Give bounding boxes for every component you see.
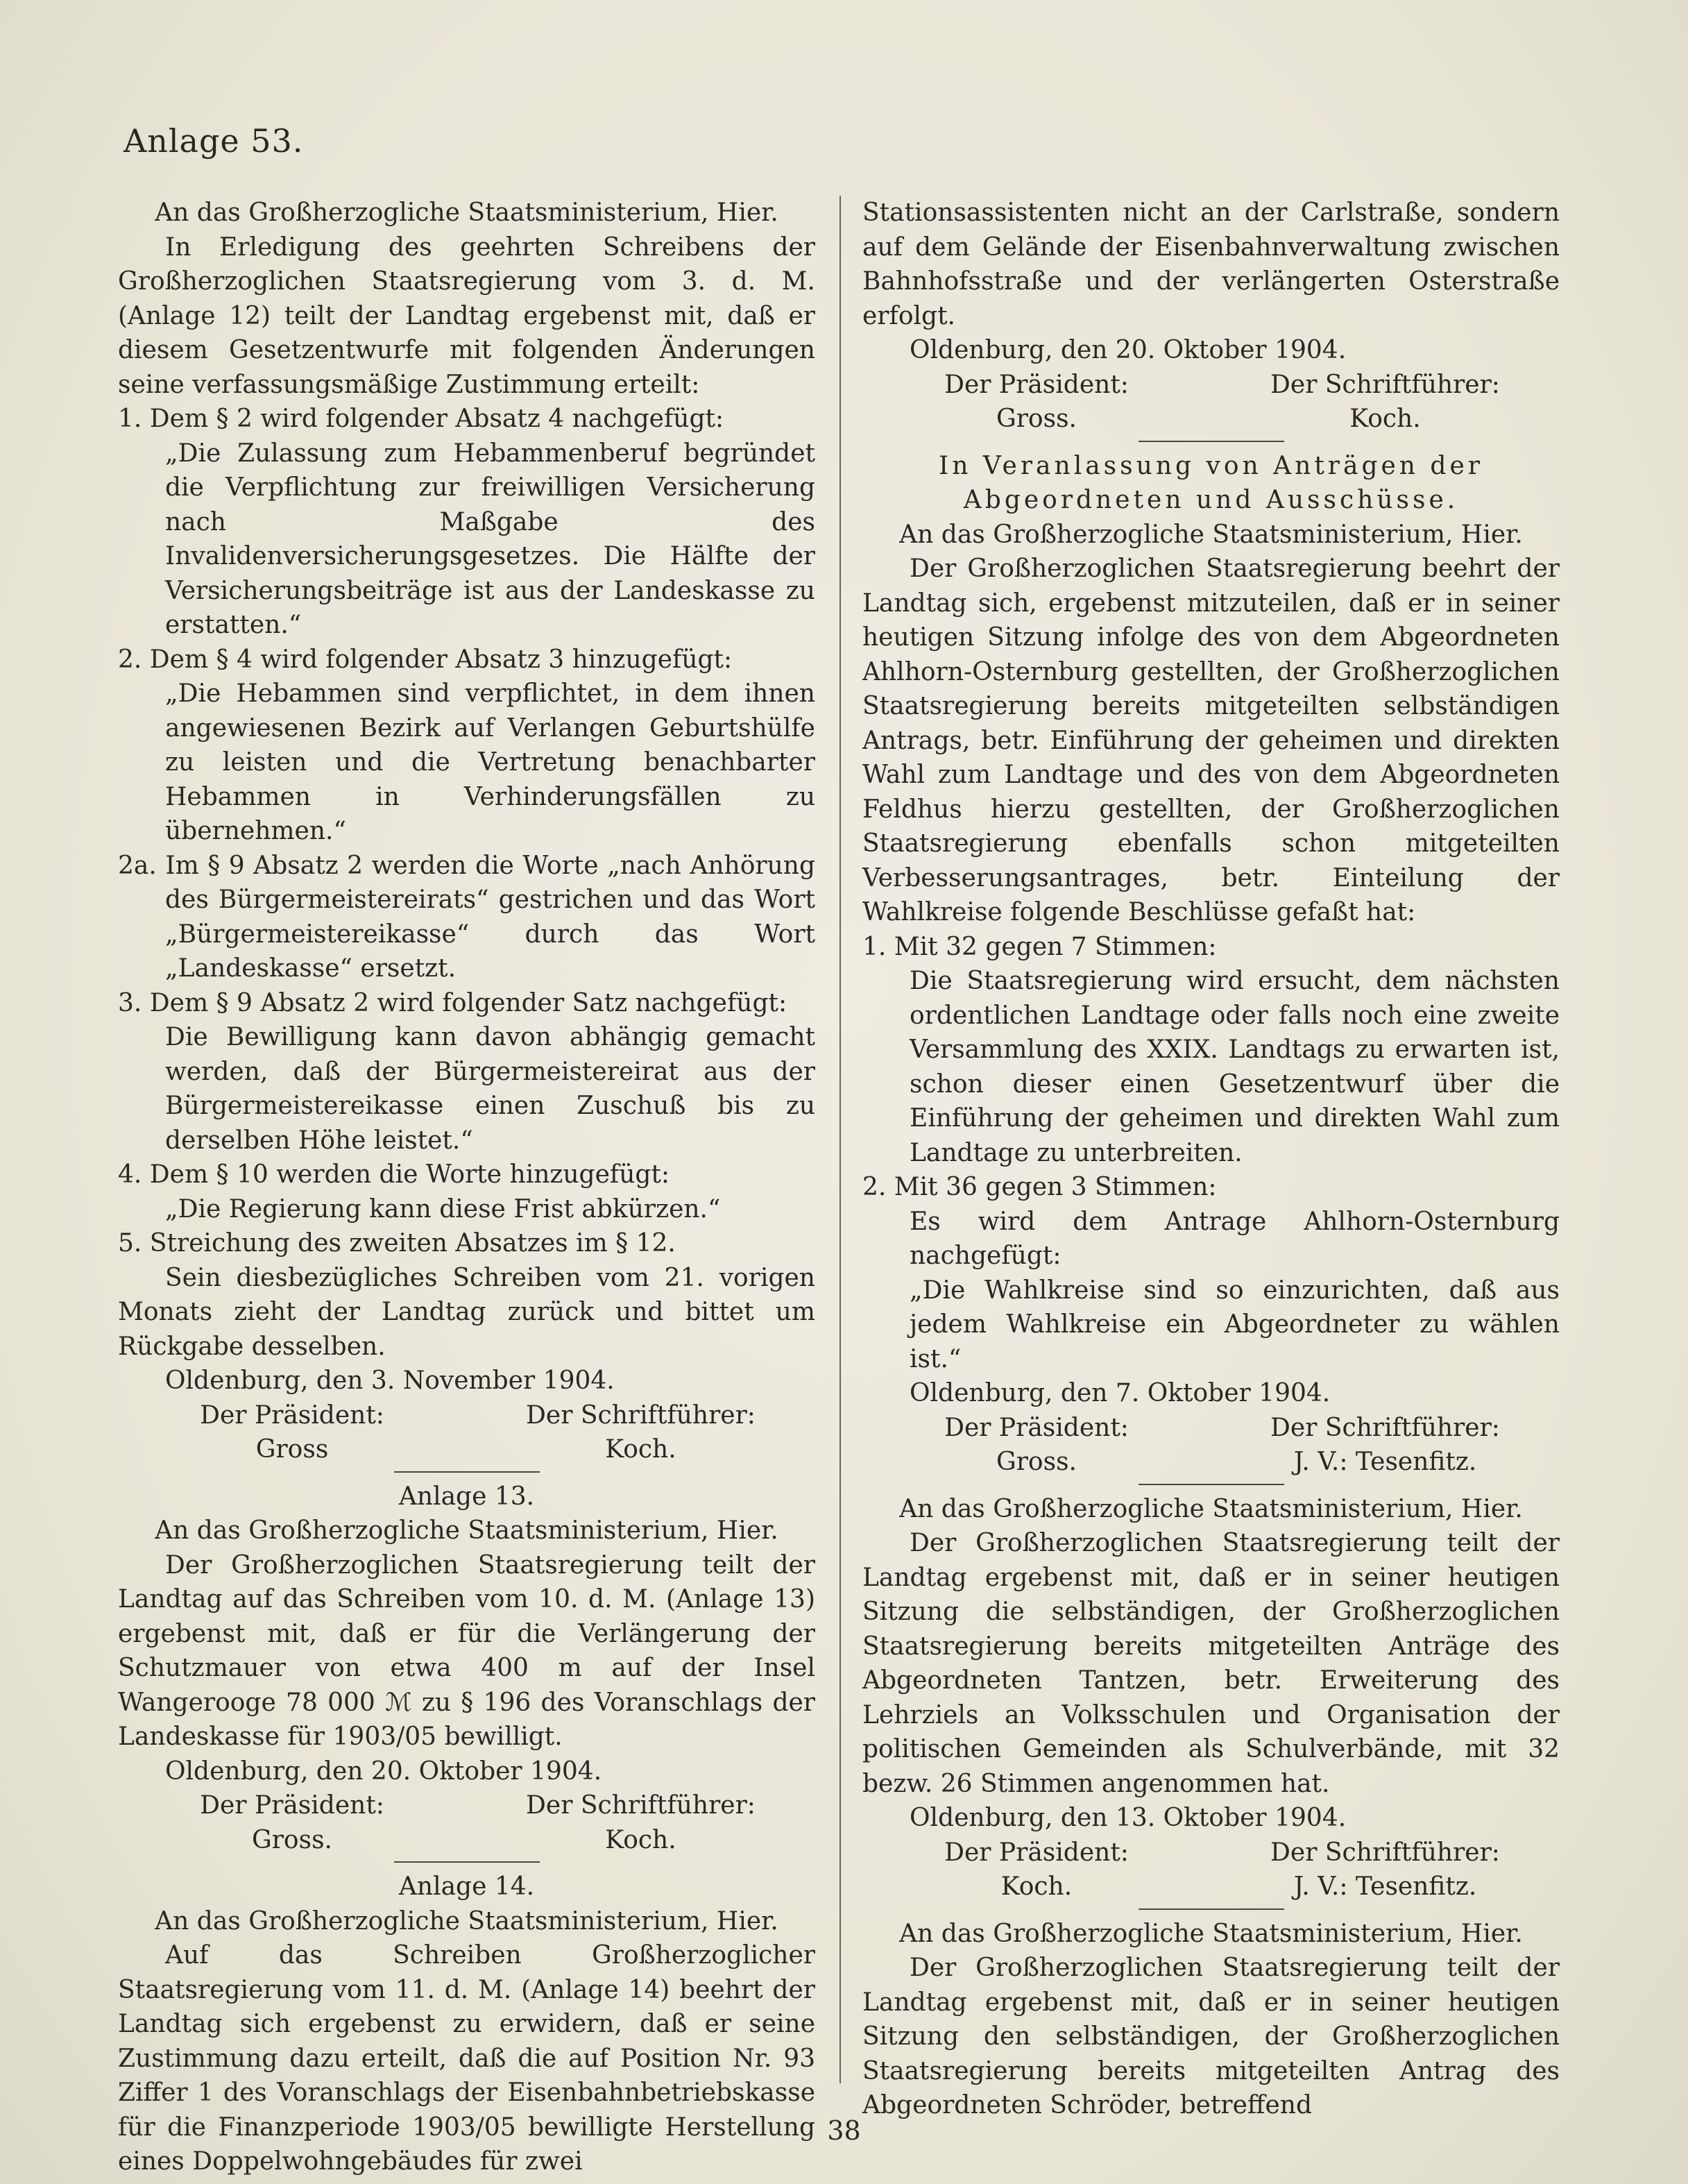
quote: Die Bewilligung kann davon abhängig gemacht werden, daß der Bürgermeistereirat aus der Bürgermeistereikasse einen Zuschuß bis zu derselben Höhe leistet.“ — [165, 1023, 815, 1155]
president-label: Der Präsident: — [944, 1838, 1129, 1867]
section-rule — [1139, 1484, 1284, 1485]
paragraph: Der Großherzoglichen Staatsregierung beehrt der Landtag sich, ergebenst mitzuteilen, daß er in seiner heutigen Sitzung infolge des von dem Abgeordneten Ahlhorn-Osternburg gestellten, der Großherzoglichen Staatsregierung bereits mitgeteilten selbständigen Antrags, betr. Einführung der geheimen und direkten Wahl zum Landtage und des von dem Abgeordneten Feldhus hierzu gestellten, der Großherzoglichen Staatsregierung ebenfalls schon mitgeteilten Verbesserungsantrages, betr. Einteilung der Wahlkreise folgende Beschlüsse gefaßt hat: — [862, 555, 1560, 926]
section-rule — [394, 1471, 540, 1473]
secretary-name: Koch. — [605, 1435, 676, 1464]
list-item: 5. Streichung des zweiten Absatzes im § 12. — [118, 1229, 676, 1258]
signature-labels — [862, 368, 1560, 403]
list-item: 1. Mit 32 gegen 7 Stimmen: — [862, 932, 1217, 961]
signature-labels — [118, 1788, 815, 1823]
paragraph: Auf das Schreiben Großherzoglicher Staatsregierung vom 11. d. M. (Anlage 14) beehrt der Landtag sich ergebenst zu erwidern, daß er seine Zustimmung dazu erteilt, daß die auf Position Nr. 93 Ziffer 1 des Voranschlags der Eisenbahnbetriebskasse für die Finanzperiode 1903/05 bewilligte Herstellung eines Doppelwohngebäudes für zwei — [118, 1941, 815, 2176]
secretary-name: Koch. — [1349, 405, 1421, 433]
paragraph: In Erledigung des geehrten Schreibens der Großherzoglichen Staatsregierung vom 3. d. M. (Anlage 12) teilt der Landtag ergebenst mit, daß er diesem Gesetzentwurfe mit folgenden Änderungen seine verfassungsmäßige Zustimmung erteilt: — [118, 232, 815, 399]
section-rule — [1139, 441, 1284, 442]
signature-labels — [862, 1411, 1560, 1446]
column-divider — [839, 196, 841, 2083]
address-line: An das Großherzogliche Staatsministerium, Hier. — [155, 198, 778, 227]
left-column — [118, 196, 815, 2179]
anlage-heading: Anlage 14. — [398, 1872, 535, 1901]
secretary-name: J. V.: Tesenfitz. — [1293, 1872, 1477, 1901]
quote: Die Staatsregierung wird ersucht, dem nächsten ordentlichen Landtage oder falls noch eine zweite Versammlung des XXIX. Landtags zu erwarten ist, schon dieser einen Gesetzentwurf über die Einführung der geheimen und direkten Wahl zum Landtage zu unterbreiten. — [910, 967, 1560, 1167]
secretary-label: Der Schriftführer: — [1270, 1413, 1500, 1442]
signature-labels — [118, 1398, 815, 1433]
paragraph: Der Großherzoglichen Staatsregierung teilt der Landtag ergebenst mit, daß er in seiner heutigen Sitzung die selbständigen, der Großherzoglichen Staatsregierung bereits mitgeteilten Anträge des Abgeordneten Tantzen, betr. Erweiterung des Lehrziels an Volksschulen und Organisation der politischen Gemeinden als Schulverbände, mit 32 bezw. 26 Stimmen angenommen hat. — [862, 1529, 1560, 1798]
president-name: Koch. — [1000, 1872, 1073, 1901]
secretary-label: Der Schriftführer: — [526, 1400, 756, 1430]
anlage-title: Anlage 53. — [123, 122, 304, 160]
right-column — [862, 196, 1560, 2123]
page-number: 38 — [827, 2115, 861, 2146]
president-label: Der Präsident: — [200, 1791, 384, 1820]
list-item: 2. Mit 36 gegen 3 Stimmen: — [862, 1173, 1217, 1201]
quote: „Die Wahlkreise sind so einzurichten, daß aus jedem Wahlkreise ein Abgeordneter zu wählen ist.“ — [910, 1276, 1560, 1373]
president-name: Gross. — [996, 1448, 1077, 1476]
signature-labels — [862, 1836, 1560, 1870]
secretary-label: Der Schriftführer: — [1270, 1838, 1500, 1867]
president-label: Der Präsident: — [944, 1413, 1129, 1442]
president-name: Gross. — [996, 405, 1077, 433]
address-line: An das Großherzogliche Staatsministerium, Hier. — [899, 1494, 1523, 1523]
section-heading: In Veranlassung von Anträgen der Abgeordneten und Ausschüsse. — [939, 451, 1483, 514]
section-rule — [394, 1861, 540, 1863]
signature-names — [862, 402, 1560, 437]
date-line: Oldenburg, den 3. November 1904. — [165, 1366, 615, 1395]
address-line: An das Großherzogliche Staatsministerium, Hier. — [155, 1906, 778, 1936]
anlage-heading: Anlage 13. — [398, 1482, 535, 1511]
secretary-name: Koch. — [605, 1825, 676, 1854]
address-line: An das Großherzogliche Staatsministerium, Hier. — [155, 1516, 778, 1545]
secretary-name: J. V.: Tesenfitz. — [1293, 1448, 1477, 1476]
signature-names — [118, 1823, 815, 1858]
paragraph: Sein diesbezügliches Schreiben vom 21. vorigen Monats zieht der Landtag zurück und bittet um Rückgabe desselben. — [118, 1263, 815, 1361]
date-line: Oldenburg, den 20. Oktober 1904. — [910, 336, 1347, 364]
paragraph: Der Großherzoglichen Staatsregierung teilt der Landtag auf das Schreiben vom 10. d. M. (Anlage 13) ergebenst mit, daß er für die Verlängerung der Schutzmauer von etwa 400 m auf der Insel Wangerooge 78 000 ℳ zu § 196 des Voranschlags der Landeskasse für 1903/05 bewilligt. — [118, 1550, 815, 1751]
president-name: Gross. — [251, 1825, 333, 1854]
address-line: An das Großherzogliche Staatsministerium, Hier. — [899, 520, 1523, 549]
date-line: Oldenburg, den 13. Oktober 1904. — [910, 1804, 1347, 1832]
president-label: Der Präsident: — [200, 1400, 384, 1430]
secretary-label: Der Schriftführer: — [1270, 370, 1500, 399]
signature-names — [862, 1870, 1560, 1904]
paragraph: Stationsassistenten nicht an der Carlstraße, sondern auf dem Gelände der Eisenbahnverwaltung zwischen Bahnhofsstraße und der verlängerten Osterstraße erfolgt. — [862, 198, 1560, 330]
quote: „Die Hebammen sind verpflichtet, in dem ihnen angewiesenen Bezirk auf Verlangen Geburtshülfe zu leisten und die Vertretung benachbarter Hebammen in Verhinderungsfällen zu übernehmen.“ — [165, 679, 815, 845]
list-item: 4. Dem § 10 werden die Worte hinzugefügt: — [118, 1160, 670, 1189]
signature-names — [118, 1432, 815, 1467]
date-line: Oldenburg, den 7. Oktober 1904. — [910, 1379, 1331, 1407]
list-item: 2. Dem § 4 wird folgender Absatz 3 hinzugefügt: — [118, 645, 733, 674]
paragraph: Der Großherzoglichen Staatsregierung teilt der Landtag ergebenst mit, daß er in seiner heutigen Sitzung den selbständigen, der Großherzoglichen Staatsregierung bereits mitgeteilten Antrag des Abgeordneten Schröder, betreffend — [862, 1954, 1560, 2119]
quote: Es wird dem Antrage Ahlhorn-Osternburg nachgefügt: — [910, 1207, 1560, 1270]
president-name: Gross — [255, 1435, 329, 1464]
president-label: Der Präsident: — [944, 370, 1129, 399]
list-item: 2a. Im § 9 Absatz 2 werden die Worte „nach Anhörung des Bürgermeistereirats“ gestrichen und das Wort „Bürgermeistereikasse“ durch das Wort „Landeskasse“ ersetzt. — [118, 851, 815, 983]
list-item: 1. Dem § 2 wird folgender Absatz 4 nachgefügt: — [118, 405, 724, 433]
signature-names — [862, 1445, 1560, 1480]
date-line: Oldenburg, den 20. Oktober 1904. — [165, 1756, 602, 1786]
list-item: 3. Dem § 9 Absatz 2 wird folgender Satz nachgefügt: — [118, 988, 787, 1017]
quote: „Die Regierung kann diese Frist abkürzen.“ — [165, 1194, 721, 1224]
secretary-label: Der Schriftführer: — [526, 1791, 756, 1820]
section-rule — [1139, 1908, 1284, 1910]
quote: „Die Zulassung zum Hebammenberuf begründet die Verpflichtung zur freiwilligen Versicherung nach Maßgabe des Invalidenversicherungsgesetzes. Die Hälfte der Versicherungsbeiträge ist aus der Landeskasse zu erstatten.“ — [165, 439, 815, 639]
address-line: An das Großherzogliche Staatsministerium, Hier. — [899, 1919, 1523, 1948]
